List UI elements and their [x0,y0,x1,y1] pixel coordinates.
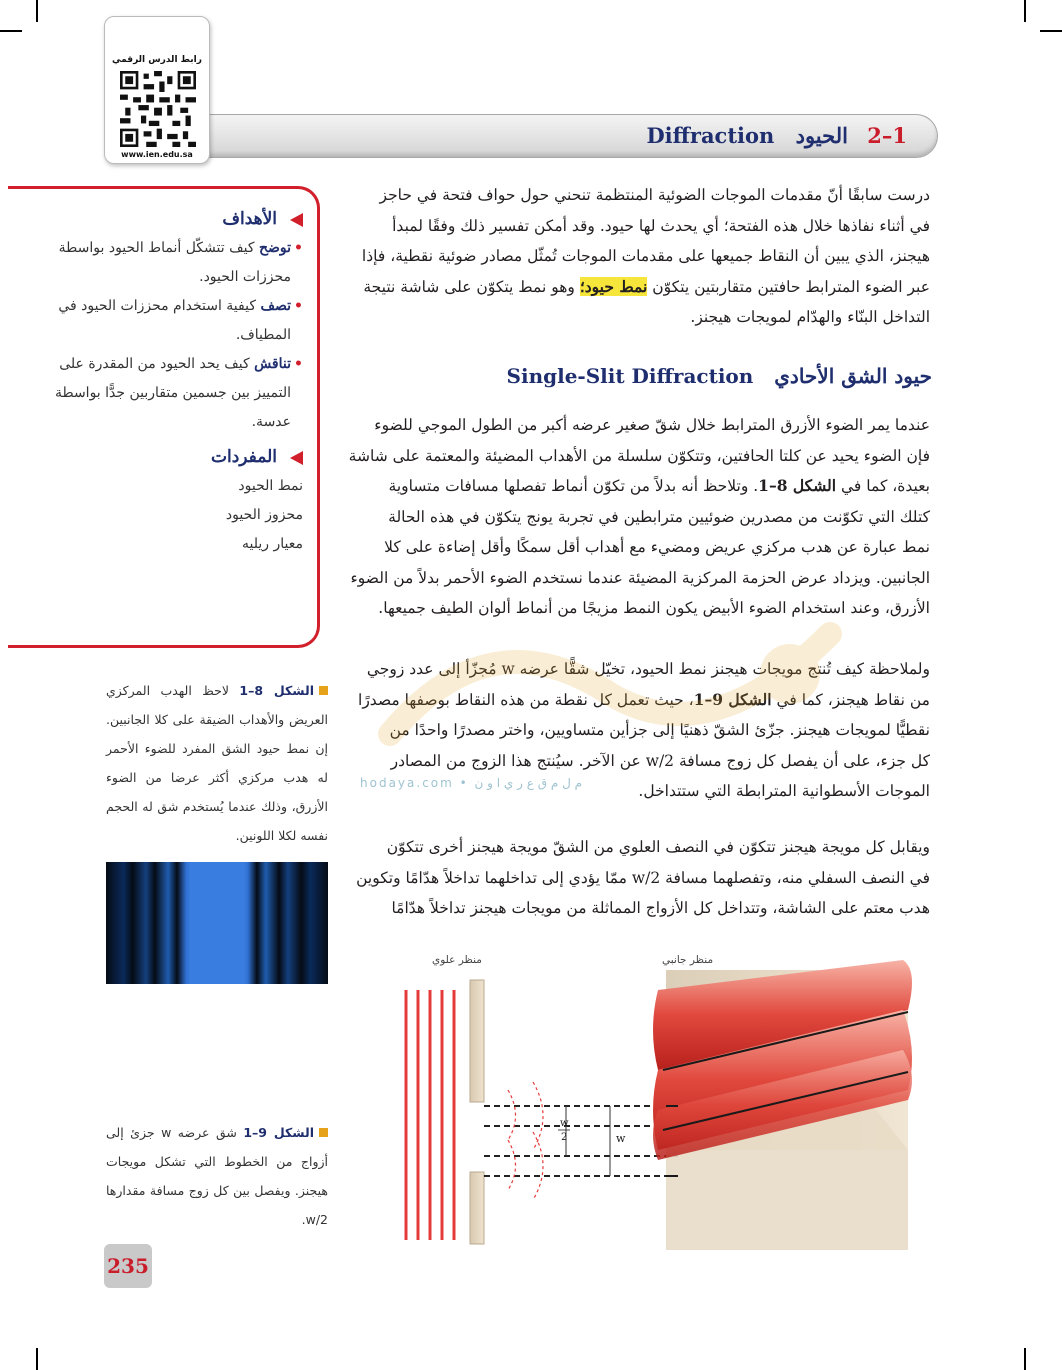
vocab-title: المفردات [210,447,277,467]
caption-square-icon [319,686,328,695]
crop-mark [36,1348,38,1370]
figure-reference: الشكل 8–1 [758,476,837,495]
section-heading [446,364,932,388]
side-view-label: منظر جانبي [662,954,714,966]
page-number: 235 [104,1244,152,1288]
text-segment: بعيدة، كما في [841,477,930,495]
crop-mark [1040,30,1062,32]
text-line: الموجات الأسطوانية المترابطة التي ستتداخل. [638,782,930,800]
qr-code-panel[interactable] [104,16,210,164]
figure-8-caption [106,676,328,850]
text-line: الجانبين. ويزداد عرض الحزمة المركزية المضيئة عندما نستخدم الضوء الأحمر بدلاً من الضوء [350,568,930,587]
section-number: 1–2 [867,123,907,148]
huygens-slit-diagram [348,950,938,1255]
objectives-heading [53,205,303,234]
text-segment: من نقاط هيجنز، كما في [776,690,930,709]
crop-mark [1024,1348,1026,1370]
section-heading-en: Single-Slit Diffraction [506,364,754,388]
objective-verb: تصف [260,298,291,314]
text-segment: ، حيث تعمل كل نقطة من هذه النقاط بوصفها مصدرًا [358,690,694,709]
top-view-label: منظر علوي [432,954,482,966]
objectives-sidebar [8,186,320,648]
objective-text: كيفية استخدام محززات الحيود في المطياف. [58,298,291,343]
text-line [340,471,930,502]
objective-verb: توضح [258,240,291,256]
crop-mark [1024,0,1026,22]
vocab-item: نمط الحيود [238,478,303,494]
watermark-text: hodaya.com • م ل م ق ع ر ي ا و ن [360,776,583,790]
caption-lead: الشكل 9–1 [243,1125,314,1140]
text-line: درست سابقًا أنّ مقدمات الموجات الضوئية المنتظمة تنحني حول حواف فتحة في حاجز [379,186,930,204]
text-line: الأزرق، وعند استخدام الضوء الأبيض يكون النمط مزيجًا من أنماط ألوان الطيف جميعها. [378,599,930,617]
single-slit-paragraph [340,410,930,624]
half-width-denominator: 2 [561,1132,568,1143]
text-line: ولملاحظة كيف تُنتج مويجات هيجنز نمط الحيود، تخيّل شقًّا عرضه w مُجزّأ إلى عدد زوجي [366,660,930,678]
caption-text: شق عرضه w جزئ إلى أزواج من الخطوط التي تشكل مويجات هيجنز. ويفصل بين كل زوج مسافة مقدارها w/2. [106,1125,328,1227]
vocab-item: محزوز الحيود [225,507,303,523]
qr-url: www.ien.edu.sa [121,150,193,159]
triangle-bullet-icon [290,213,303,227]
text-segment: . وتلاحظ أنه بدلاً من تكوّن أنماط تفصلها مسافات متساوية [388,477,759,495]
objective-item [53,234,303,292]
caption-square-icon [319,1128,328,1137]
vocab-heading [53,443,303,472]
text-line: كتلك التي تكوّنت من مصدرين ضوئيين مترابطين في تجربة يونج يتكوّن في هذه الحالة [388,507,930,526]
qr-label: رابط الدرس الرقمي [112,55,202,65]
objective-verb: تناقش [254,356,291,372]
vocab-item: معيار ريليه [242,536,303,552]
figure-reference: الشكل 9–1 [693,689,772,709]
objective-text: كيف تتشكّل أنماط الحيود بواسطة محززات الحيود. [58,240,291,285]
objectives-content [53,205,303,559]
text-line: التداخل البنّاء والهدّام لمويجات هيجنز. [690,308,930,326]
text-line: هدب معتم على الشاشة، وتتداخل كل الأزواج المماثلة من مويجات هيجنز تداخلاً هدّامًا [391,899,930,917]
interference-paragraph [340,832,930,924]
text-line: نمط عبارة عن هدب مركزي عريض ومضيء مع أهداب أقل سمكًا وأقل إضاءة على كلا [384,538,930,556]
objective-text: كيف يحد الحيود من المقدرة على التمييز بين جسمين متقاربين جدًّا بواسطة عدسة. [54,356,291,430]
text-segment: عبر الضوء المترابط حافتين متقاربتين يتكوّن [652,277,930,296]
text-line [340,685,930,716]
qr-code-icon [119,71,197,147]
slit-diagram-graphic [348,950,938,1255]
objective-item [53,292,303,350]
text-line: فإن الضوء يحيد عن كلتا الحافتين، وتتكوّن سلسلة من الأهداب المضيئة والمعتمة على شاشة [348,446,930,465]
intro-paragraph [340,180,930,333]
bullet-icon: • [294,298,303,314]
bullet-icon: • [294,356,303,372]
objective-item [53,350,303,437]
slit-width-label: w [616,1132,626,1145]
section-title-en: Diffraction [646,123,775,148]
text-line: ويقابل كل مويجة هيجنز تتكوّن في النصف العلوي من الشقّ مويجة هيجنز أخرى تتكوّن [386,838,930,856]
section-heading-ar: حيود الشق الأحادي [774,364,932,388]
triangle-bullet-icon [290,451,303,465]
caption-text: لاحظ الهدب المركزي العريض والأهداب الضيقة على كلا الجانبين. إن نمط حيود الشق المفرد للضوء الأحمر له هدب مركزي أكثر عرضا من الضوء الأزرق، وذلك عندما يُستخدم شق له الحجم نفسه لكلا اللونين. [106,683,328,843]
caption-lead: الشكل 8–1 [239,683,315,698]
half-width-numerator: w [560,1118,569,1129]
page-title [646,123,907,148]
objectives-title: الأهداف [222,209,277,229]
text-segment: وهو نمط يتكوّن على شاشة نتيجة [363,277,575,296]
text-line: عندما يمر الضوء الأزرق المترابط خلال شقّ صغير عرضه أكبر من الطول الموجي للضوء [374,416,930,434]
text-line: في النصف السفلي منه، وتفصلهما مسافة w/2 ممّا يؤدي إلى تداخلهما تداخلاً هدّامًا وتكوين [356,868,930,887]
text-line: نقطيًّا لمويجات هيجنز. جزّئ الشقّ ذهنيًا إلى جزأين متساويين، واختر مصدرًا واحدًا من [389,721,930,739]
text-line [340,272,930,303]
text-line: هيجنز، الذي يبين أن النقاط جميعها على مقدمات الموجات تُمثّل مصادر ضوئية نقطية، فإذا [361,247,930,265]
section-header-bar [196,114,938,158]
crop-mark [36,0,38,22]
section-title-ar: الحيود [795,123,848,148]
bullet-icon: • [294,240,303,256]
text-line: كل جزء، على أن يفصل كل زوج مسافة w/2 عن الآخر. سيُنتج هذا الزوج من المصادر [390,751,930,770]
figure-9-caption [106,1118,328,1234]
crop-mark [0,30,22,32]
incident-wavefronts [406,990,454,1240]
diffraction-pattern-image [106,862,328,984]
key-term-diffraction-pattern: نمط حيود؛ [579,276,648,296]
text-line: في أثناء نفاذها خلال هذه الفتحة؛ أي يحدث لها حيود. وقد أمكن تفسير ذلك وفقًا لمبدأ [392,216,930,235]
